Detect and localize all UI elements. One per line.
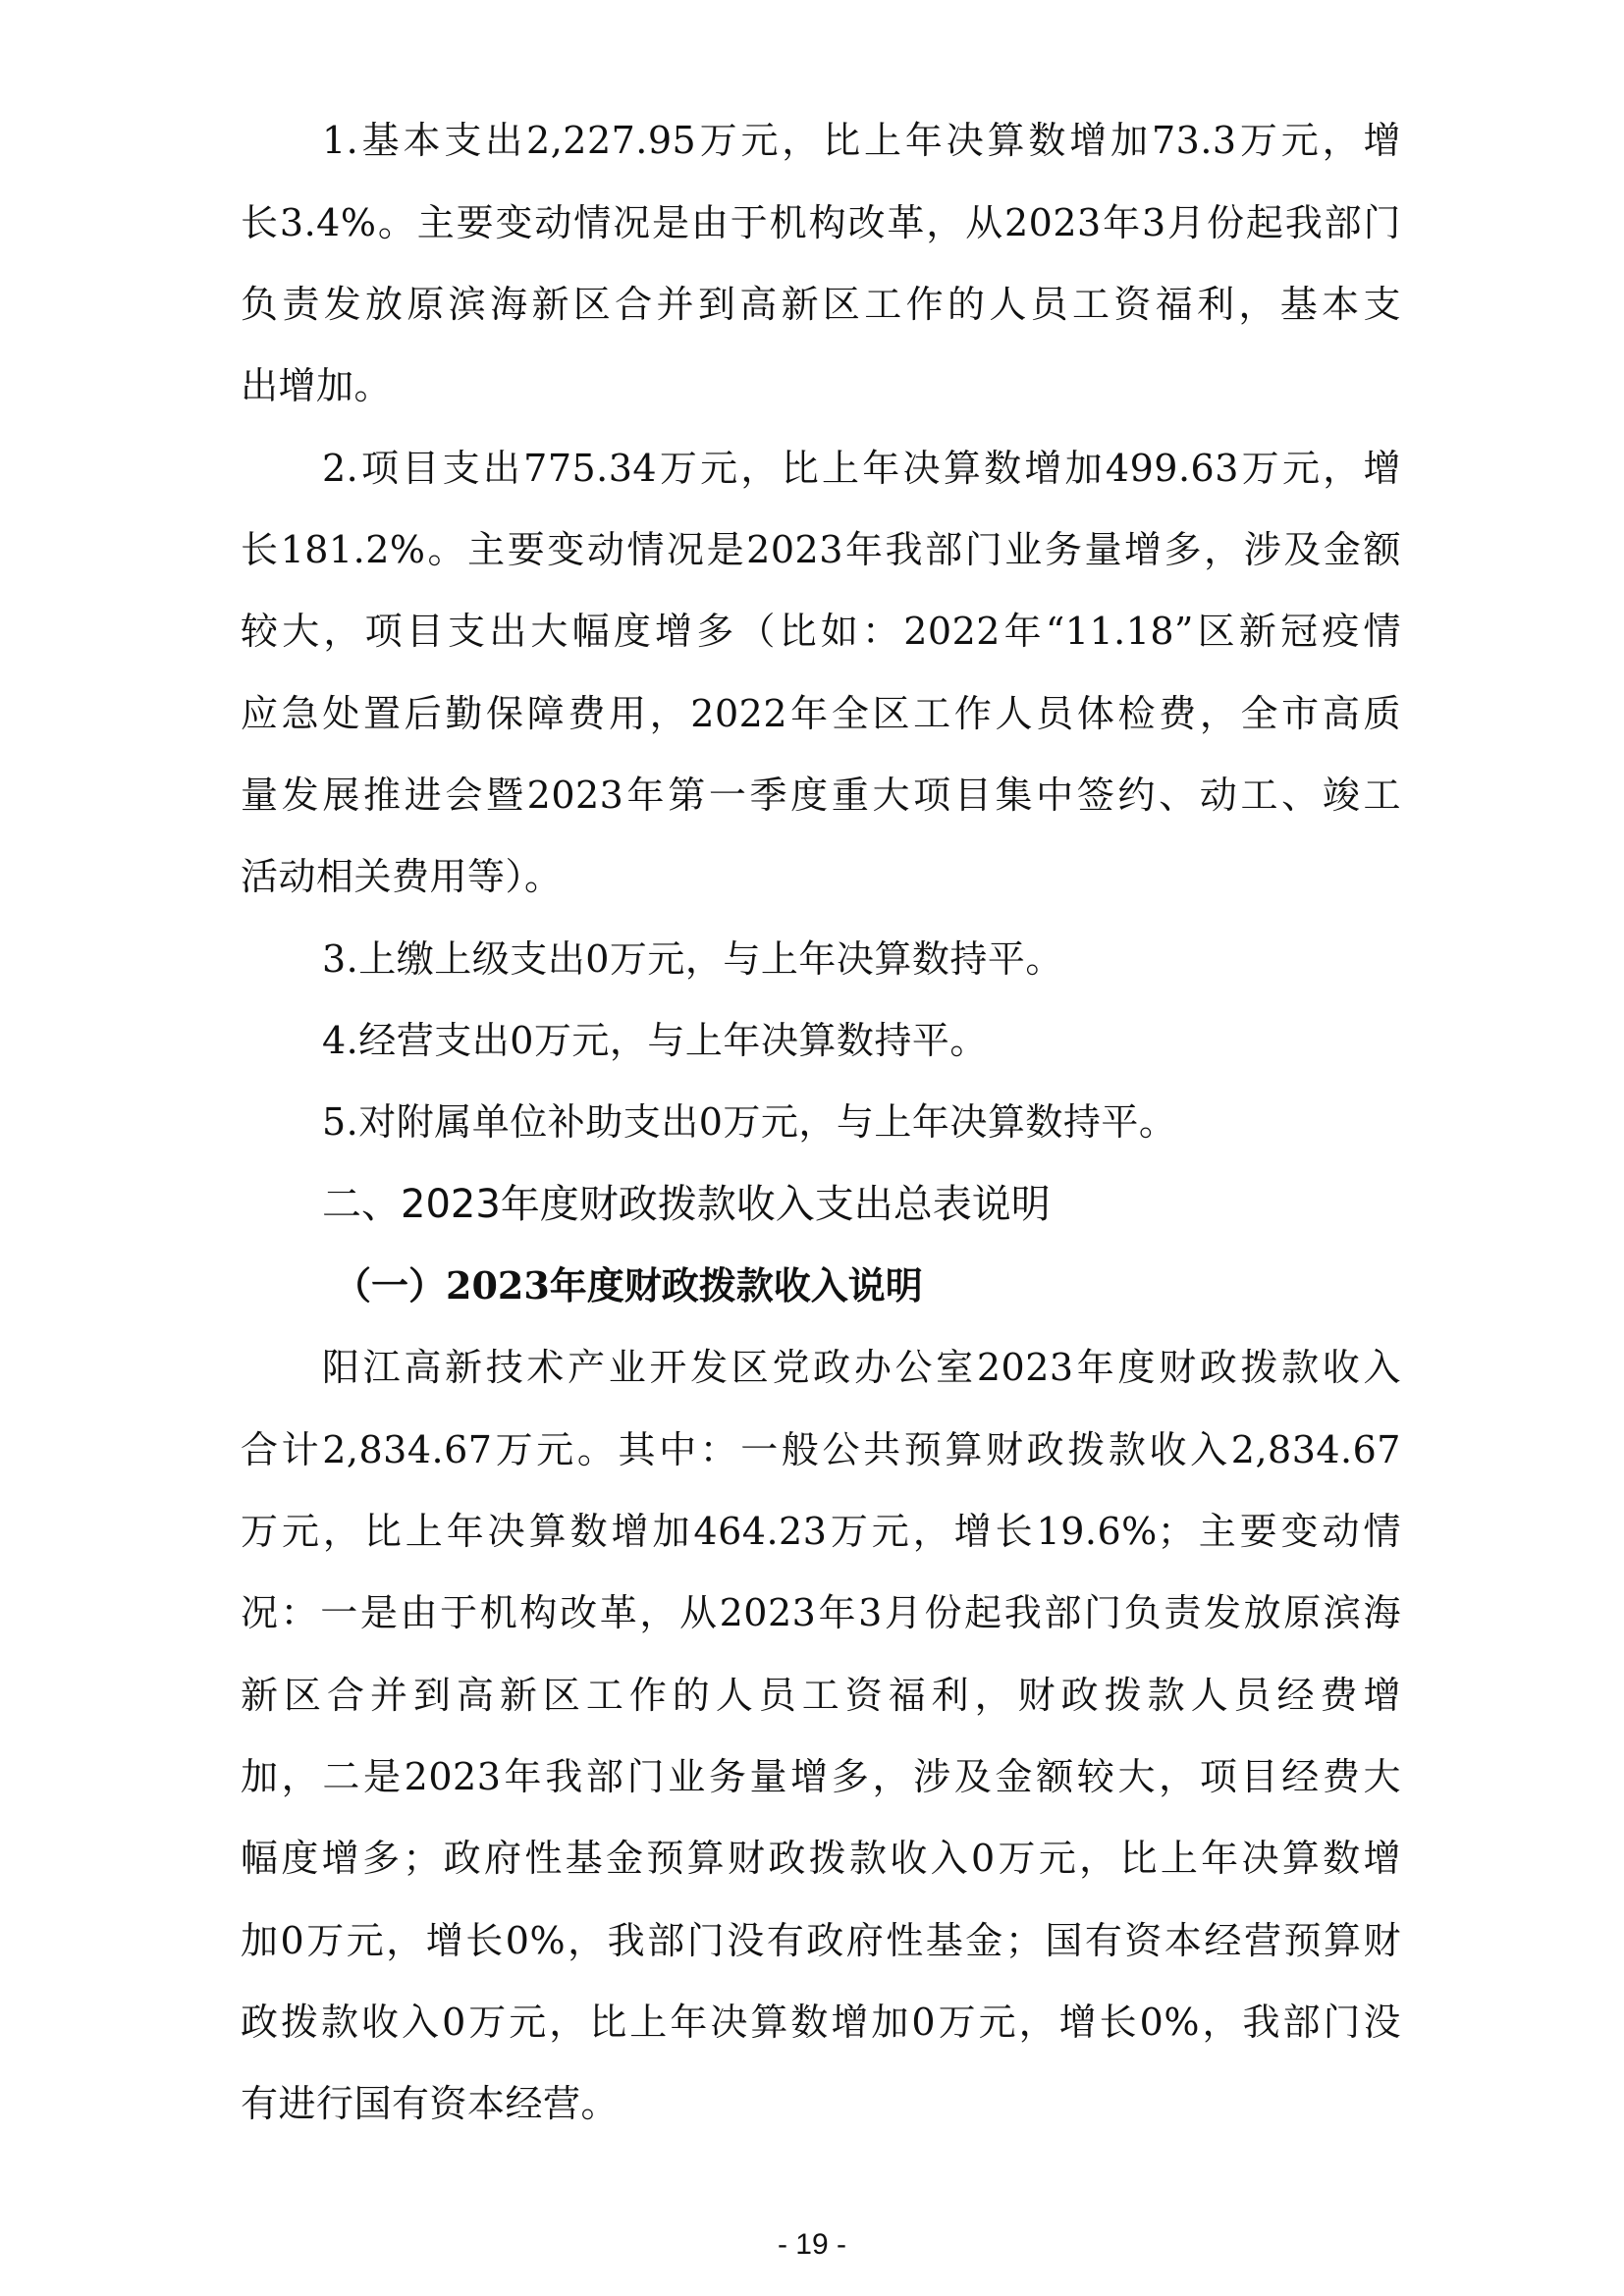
paragraph-upper-level-payment: 3.上缴上级支出0万元，与上年决算数持平。 bbox=[322, 937, 1063, 981]
text-line: 较大，项目支出大幅度增多（比如：2022年“11.18”区新冠疫情 bbox=[241, 610, 1401, 653]
text-line: 合计2,834.67万元。其中：一般公共预算财政拨款收入2,834.67 bbox=[241, 1428, 1401, 1471]
text-line: 量发展推进会暨2023年第一季度重大项目集中签约、动工、竣工 bbox=[241, 774, 1401, 817]
paragraph-subsidiary-subsidy: 5.对附属单位补助支出0万元，与上年决算数持平。 bbox=[322, 1100, 1177, 1144]
paragraph-business-expenditure: 4.经营支出0万元，与上年决算数持平。 bbox=[322, 1019, 988, 1062]
text-line: 万元，比上年决算数增加464.23万元，增长19.6%；主要变动情 bbox=[241, 1510, 1401, 1553]
text-line: 1.基本支出2,227.95万元，比上年决算数增加73.3万元，增 bbox=[322, 119, 1401, 162]
text-line: 加，二是2023年我部门业务量增多，涉及金额较大，项目经费大 bbox=[241, 1755, 1401, 1798]
page-number: - 19 - bbox=[777, 2228, 847, 2261]
text-line: 活动相关费用等）。 bbox=[241, 855, 563, 898]
text-line: 新区合并到高新区工作的人员工资福利，财政拨款人员经费增 bbox=[241, 1674, 1401, 1717]
text-line: 加0万元，增长0%，我部门没有政府性基金；国有资本经营预算财 bbox=[241, 1919, 1401, 1962]
text-line: 出增加。 bbox=[241, 364, 393, 407]
text-line: 有进行国有资本经营。 bbox=[241, 2082, 620, 2125]
section-heading: 二、2023年度财政拨款收入支出总表说明 bbox=[322, 1182, 1051, 1227]
text-line: 负责发放原滨海新区合并到高新区工作的人员工资福利，基本支 bbox=[241, 283, 1401, 326]
text-line: 况：一是由于机构改革，从2023年3月份起我部门负责发放原滨海 bbox=[241, 1591, 1401, 1634]
subsection-heading: （一）2023年度财政拨款收入说明 bbox=[334, 1263, 923, 1308]
text-line: 幅度增多；政府性基金预算财政拨款收入0万元，比上年决算数增 bbox=[241, 1837, 1401, 1880]
text-line: 应急处置后勤保障费用，2022年全区工作人员体检费，全市高质 bbox=[241, 692, 1401, 735]
text-line: 长3.4%。主要变动情况是由于机构改革，从2023年3月份起我部门 bbox=[241, 201, 1401, 244]
text-line: 2.项目支出775.34万元，比上年决算数增加499.63万元，增 bbox=[322, 447, 1401, 490]
text-line: 政拨款收入0万元，比上年决算数增加0万元，增长0%，我部门没 bbox=[241, 2001, 1401, 2044]
text-line: 长181.2%。主要变动情况是2023年我部门业务量增多，涉及金额 bbox=[241, 528, 1401, 571]
text-line: 阳江高新技术产业开发区党政办公室2023年度财政拨款收入 bbox=[322, 1346, 1401, 1389]
